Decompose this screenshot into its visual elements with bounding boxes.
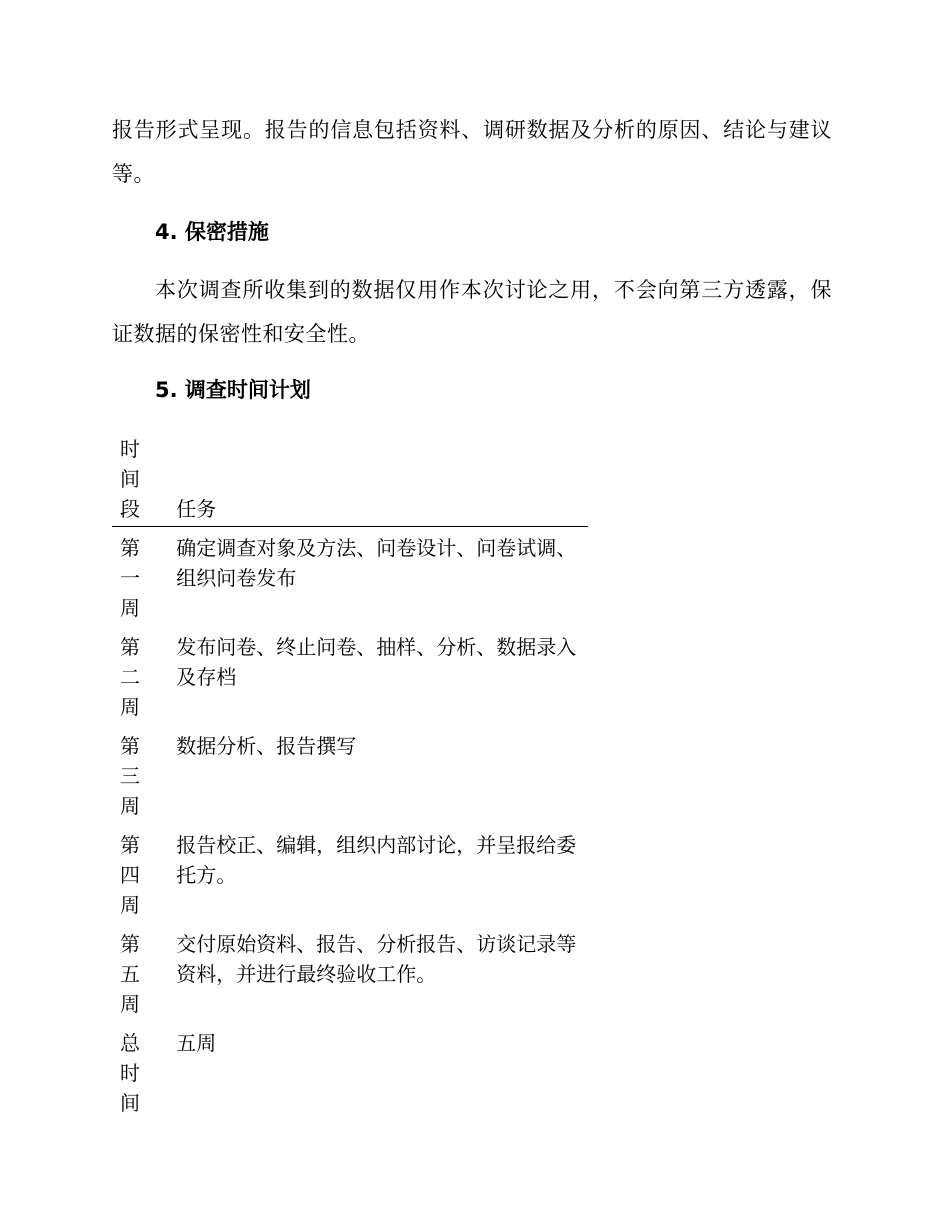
row-period: 第三周: [120, 734, 140, 818]
table-row: [112, 1022, 588, 1121]
header-task: 任务: [176, 434, 588, 527]
row-period: 第四周: [120, 833, 140, 917]
section-heading-schedule: 5. 调查时间计划: [155, 378, 311, 402]
table-row: [112, 527, 588, 627]
table-row: [112, 725, 588, 824]
row-task: 报告校正、编辑，组织内部讨论，并呈报给委托方。: [176, 833, 577, 887]
table-row: [112, 626, 588, 725]
document-page: [112, 108, 832, 1121]
row-task: 发布问卷、终止问卷、抽样、分析、数据录入及存档: [176, 635, 577, 689]
row-task: 交付原始资料、报告、分析报告、访谈记录等资料，并进行最终验收工作。: [176, 932, 577, 986]
section-heading-confidentiality: 4. 保密措施: [155, 220, 269, 244]
paragraph-confidentiality: 本次调查所收集到的数据仅用作本次讨论之用，不会向第三方透露，保证数据的保密性和安全性。: [112, 278, 832, 346]
header-period: 时间段: [112, 434, 176, 527]
paragraph-continued: 报告形式呈现。报告的信息包括资料、调研数据及分析的原因、结论与建议等。: [112, 118, 832, 186]
table-row: [112, 923, 588, 1022]
row-period: 第五周: [120, 932, 140, 1016]
table-row: [112, 824, 588, 923]
row-period: 第二周: [120, 635, 140, 719]
schedule-table: [112, 434, 588, 1121]
row-task: 数据分析、报告撰写: [176, 734, 357, 758]
row-task: 确定调查对象及方法、问卷设计、问卷试调、组织问卷发布: [176, 536, 577, 590]
row-task: 五周: [176, 1031, 217, 1055]
row-period: 第一周: [120, 536, 140, 620]
schedule-header-row: [112, 434, 588, 527]
row-period: 总时间: [120, 1031, 140, 1115]
